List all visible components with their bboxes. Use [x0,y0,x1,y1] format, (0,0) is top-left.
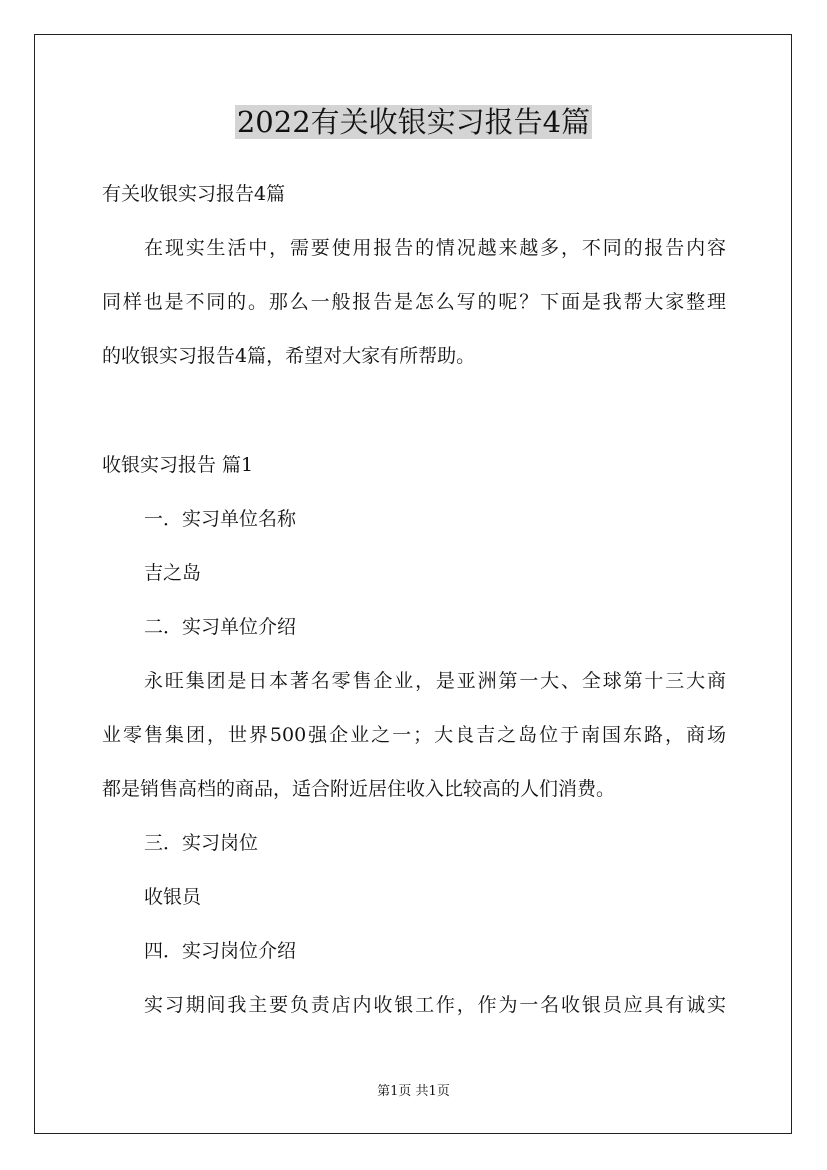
item-heading-3: 三．实习岗位 [144,832,259,854]
subtitle: 有关收银实习报告4篇 [102,183,286,205]
item-text-2-line-1: 永旺集团是日本著名零售企业，是亚洲第一大、全球第十三大商 [144,670,726,692]
item-text-2-line-3: 都是销售高档的商品，适合附近居住收入比较高的人们消费。 [102,778,616,800]
item-text-3: 收银员 [144,886,202,908]
item-text-2-line-2: 业零售集团，世界500强企业之一；大良吉之岛位于南国东路，商场 [102,724,726,746]
item-heading-2: 二．实习单位介绍 [144,616,297,638]
document-title: 2022有关收银实习报告4篇 [236,105,591,139]
page-number-footer: 第1页 共1页 [377,1084,450,1099]
intro-line-2: 同样也是不同的。那么一般报告是怎么写的呢？下面是我帮大家整理 [102,291,726,313]
item-text-4-line-1: 实习期间我主要负责店内收银工作，作为一名收银员应具有诚实 [144,994,726,1016]
item-heading-4: 四．实习岗位介绍 [144,940,297,962]
intro-line-3: 的收银实习报告4篇，希望对大家有所帮助。 [102,345,476,367]
item-text-1: 吉之岛 [144,562,202,584]
section-heading: 收银实习报告 篇1 [102,454,254,476]
intro-line-1: 在现实生活中，需要使用报告的情况越来越多，不同的报告内容 [144,237,726,259]
item-heading-1: 一．实习单位名称 [144,508,297,530]
